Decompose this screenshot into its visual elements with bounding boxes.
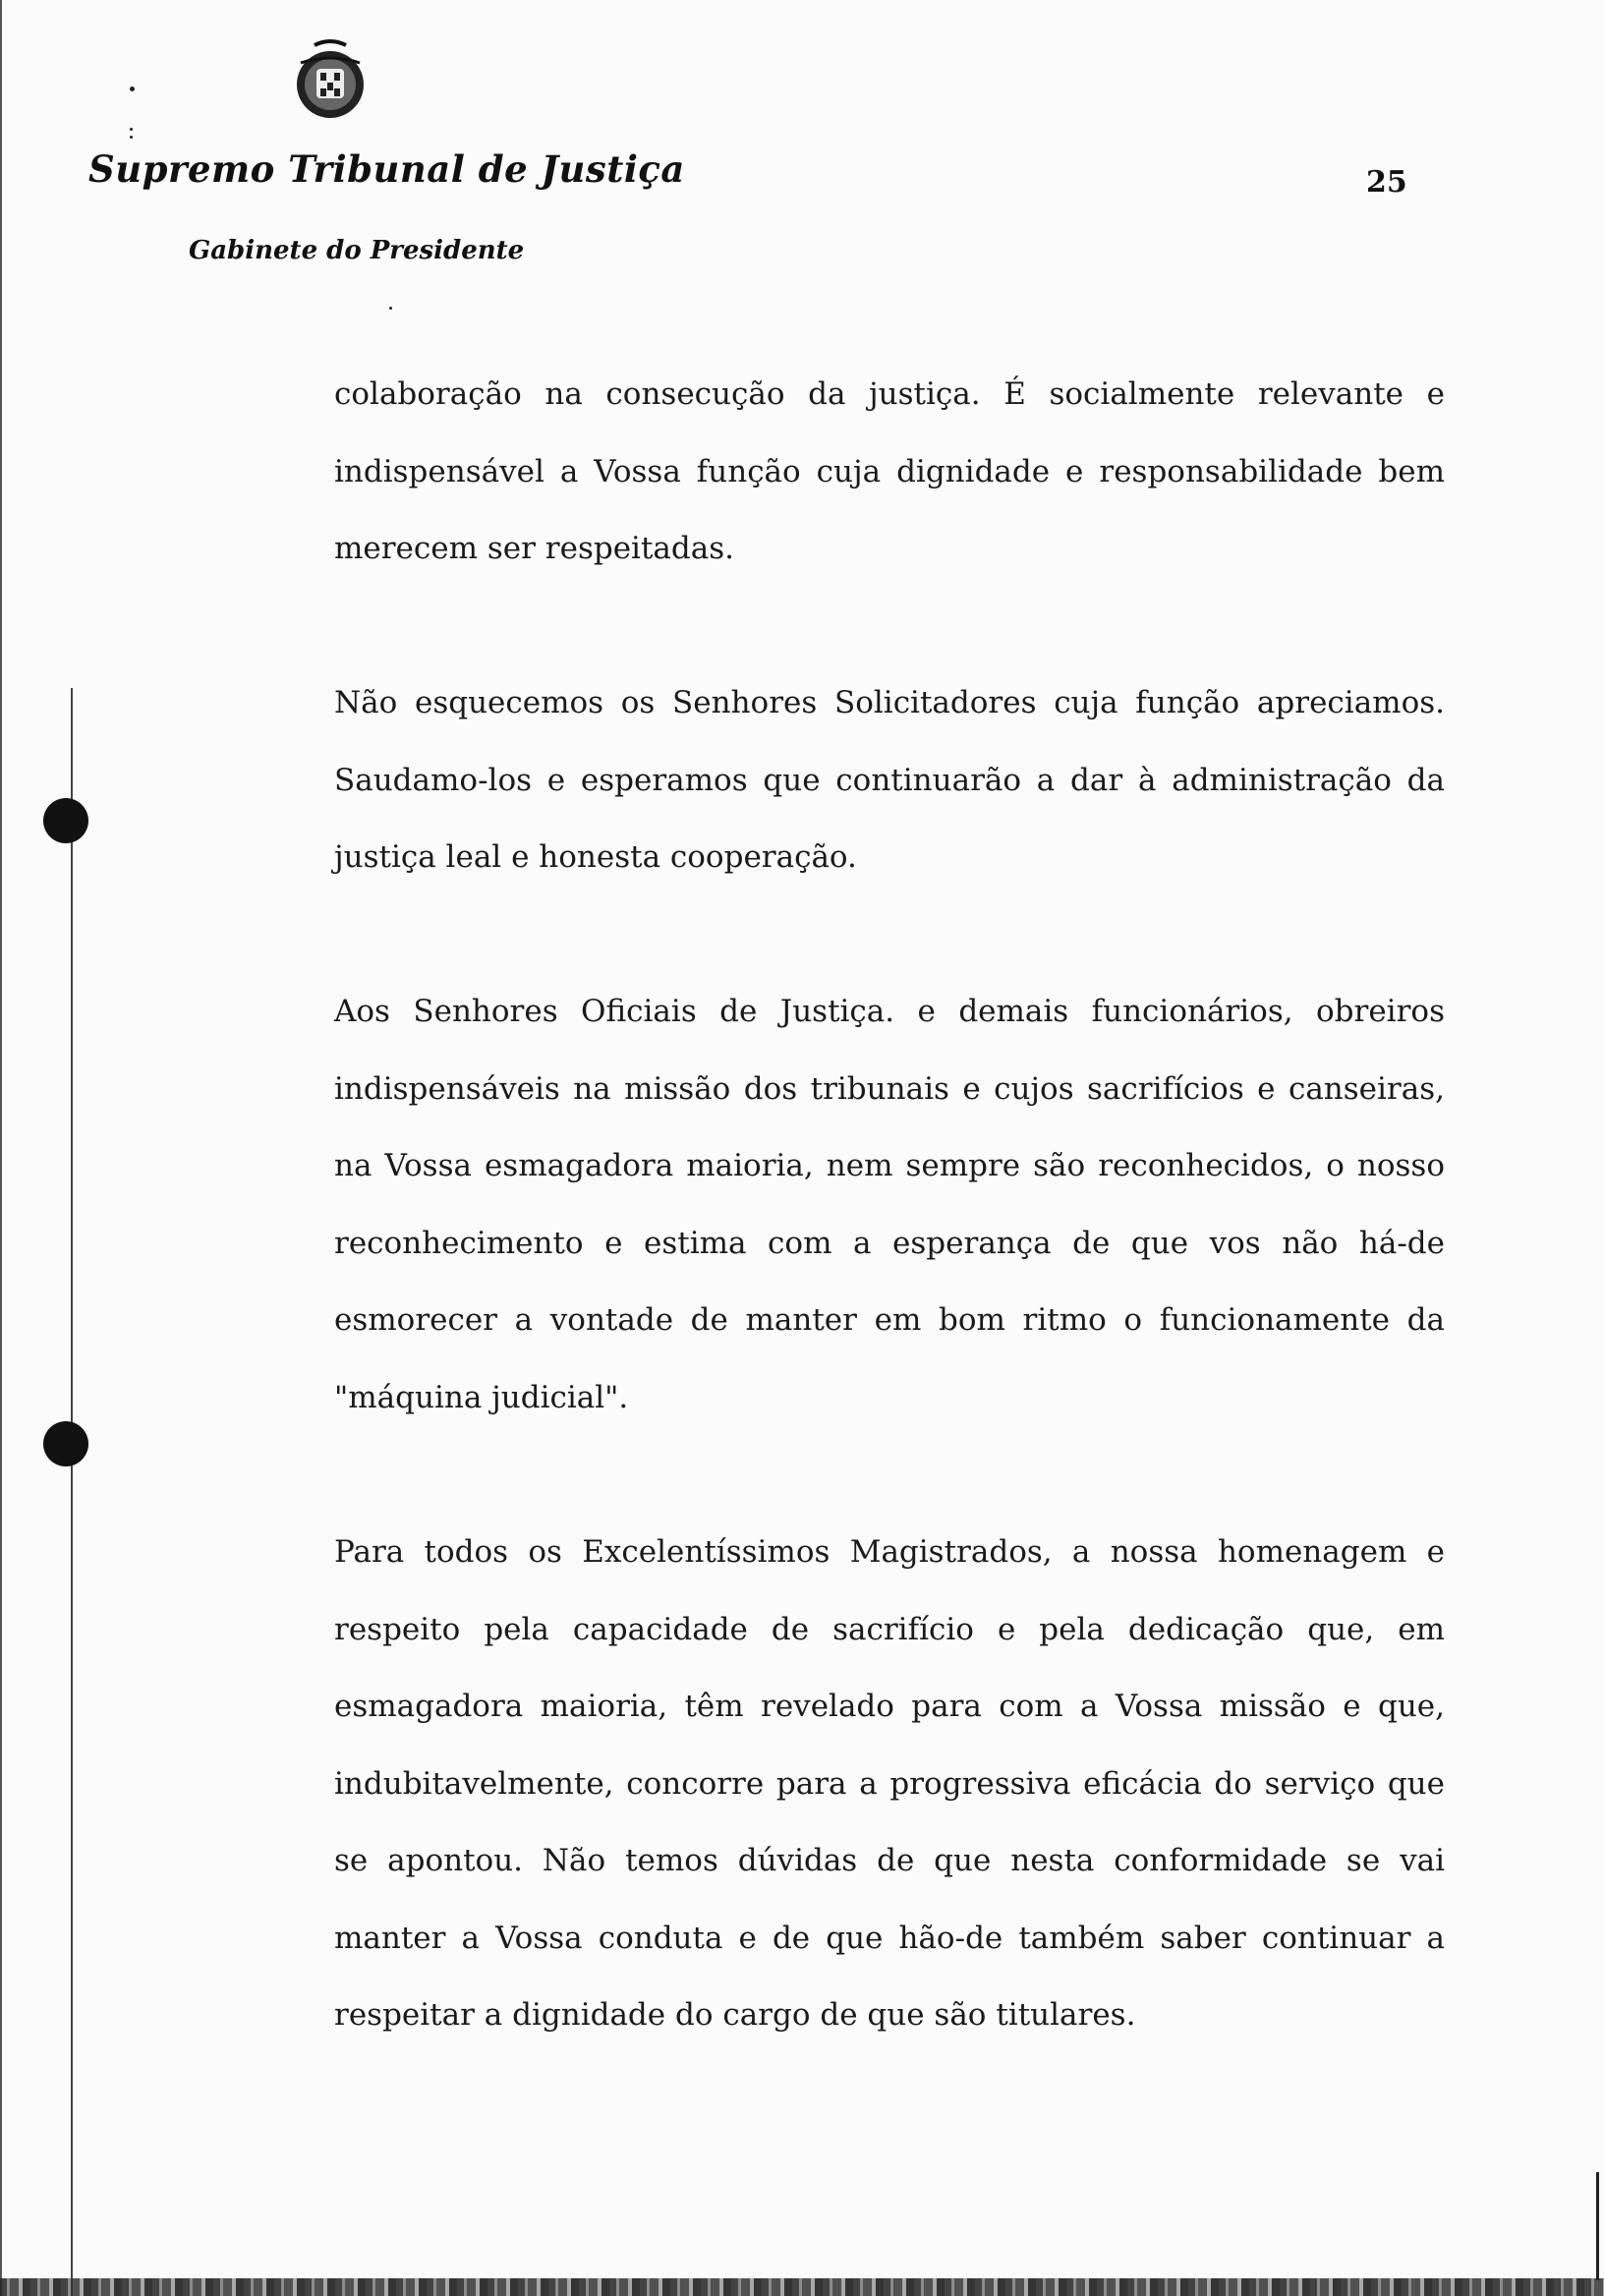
paragraph-1: colaboração na consecução da justiça. É socialmente relevante e indispensável a Vossa função cuja dignidade e responsabilidade bem merecem ser respeitadas. — [334, 376, 1445, 566]
paragraph-2: Não esquecemos os Senhores Solicitadores cuja função apreciamos. Saudamo-los e esperamos que continuarão a dar à administração da justiça leal e honesta cooperação. — [334, 685, 1445, 875]
page-number: 25 — [1366, 165, 1407, 200]
punch-hole-bottom — [43, 1421, 88, 1466]
paragraph-4: Para todos os Excelentíssimos Magistrados, a nossa homenagem e respeito pela capacidade de sacrifício e pela dedicação que, em esmagadora maioria, têm revelado para com a Vossa missão e que, indubitavelmente, concorre para a progressiva eficácia do serviço que se apontou. Não temos dúvidas de que nesta conformidade se vai manter a Vossa conduta e de que hão-de também saber continuar a respeitar a dignidade do cargo de que são titulares. — [334, 1534, 1445, 2033]
binding-margin-line — [71, 688, 73, 2296]
punch-hole-top — [43, 798, 88, 843]
scan-right-edge-mark — [1596, 2172, 1599, 2280]
scan-edge-line — [0, 0, 2, 2296]
scan-speck — [130, 128, 133, 131]
scan-speck — [130, 86, 135, 91]
scan-speck — [389, 307, 392, 310]
paragraph-3: Aos Senhores Oficiais de Justiça. e demais funcionários, obreiros indispensáveis na missão dos tribunais e cujos sacrifícios e canseiras, na Vossa esmagadora maioria, nem sempre são reconhecidos, o nosso reconhecimento e estima com a esperança de que vos não há-de esmorecer a vontade de manter em bom ritmo o funcionamente da "máquina judicial". — [334, 994, 1445, 1415]
letterhead-title: Supremo Tribunal de Justiça — [88, 147, 685, 191]
scan-bottom-edge — [0, 2278, 1604, 2296]
letterhead-subtitle: Gabinete do Presidente — [189, 236, 525, 265]
scan-speck — [130, 136, 133, 139]
coat-of-arms-icon — [285, 33, 375, 124]
